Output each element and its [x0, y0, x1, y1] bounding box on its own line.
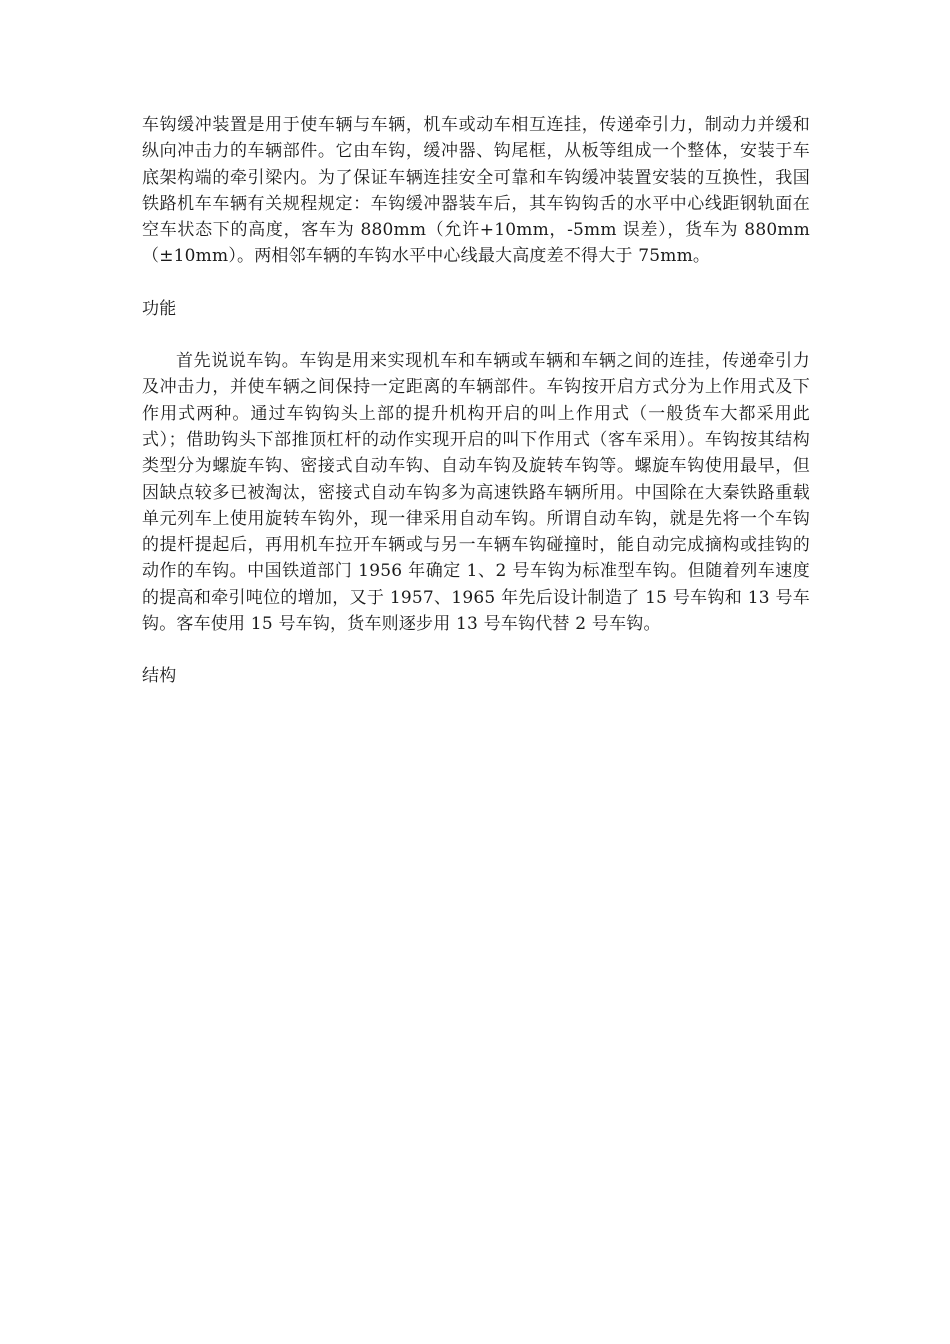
function-paragraph: 首先说说车钩。车钩是用来实现机车和车辆或车辆和车辆之间的连挂，传递牵引力及冲击力，并使车辆之间保持一定距离的车辆部件。车钩按开启方式分为上作用式及下作用式两种。通过车钩钩头上部的提升机构开启的叫上作用式（一般货车大都采用此式）；借助钩头下部推顶杠杆的动作实现开启的叫下作用式（客车采用）。车钩按其结构类型分为螺旋车钩、密接式自动车钩、自动车钩及旋转车钩等。螺旋车钩使用最早，但因缺点较多已被淘汰，密接式自动车钩多为高速铁路车辆所用。中国除在大秦铁路重载单元列车上使用旋转车钩外，现一律采用自动车钩。所谓自动车钩，就是先将一个车钩的提杆提起后，再用机车拉开车辆或与另一车辆车钩碰撞时，能自动完成摘构或挂钩的动作的车钩。中国铁道部门 1956 年确定 1、2 号车钩为标准型车钩。但随着列车速度的提高和牵引吨位的增加，又于 1957、1965 年先后设计制造了 15 号车钩和 13 号车钩。客车使用 15 号车钩，货车则逐步用 13 号车钩代替 2 号车钩。 — [142, 351, 810, 635]
section-heading-function: 功能 — [142, 298, 177, 319]
paragraph-spacer — [142, 322, 810, 348]
section-heading-structure: 结构 — [142, 666, 177, 687]
intro-paragraph: 车钩缓冲装置是用于使车辆与车辆，机车或动车相互连挂，传递牵引力，制动力并缓和纵向冲击力的车辆部件。它由车钩，缓冲器、钩尾框，从板等组成一个整体，安装于车底架构端的牵引梁内。为了保证车辆连挂安全可靠和车钩缓冲装置安装的互换性，我国铁路机车车辆有关规程规定：车钩缓冲器装车后，其车钩钩舌的水平中心线距钢轨面在空车状态下的高度，客车为 880mm（允许+10mm，-5mm 误差），货车为 880mm（±10mm）。两相邻车辆的车钩水平中心线最大高度差不得大于 75mm。 — [142, 115, 810, 267]
paragraph-spacer — [142, 637, 810, 663]
paragraph-spacer — [142, 270, 810, 296]
document-page — [142, 112, 810, 690]
